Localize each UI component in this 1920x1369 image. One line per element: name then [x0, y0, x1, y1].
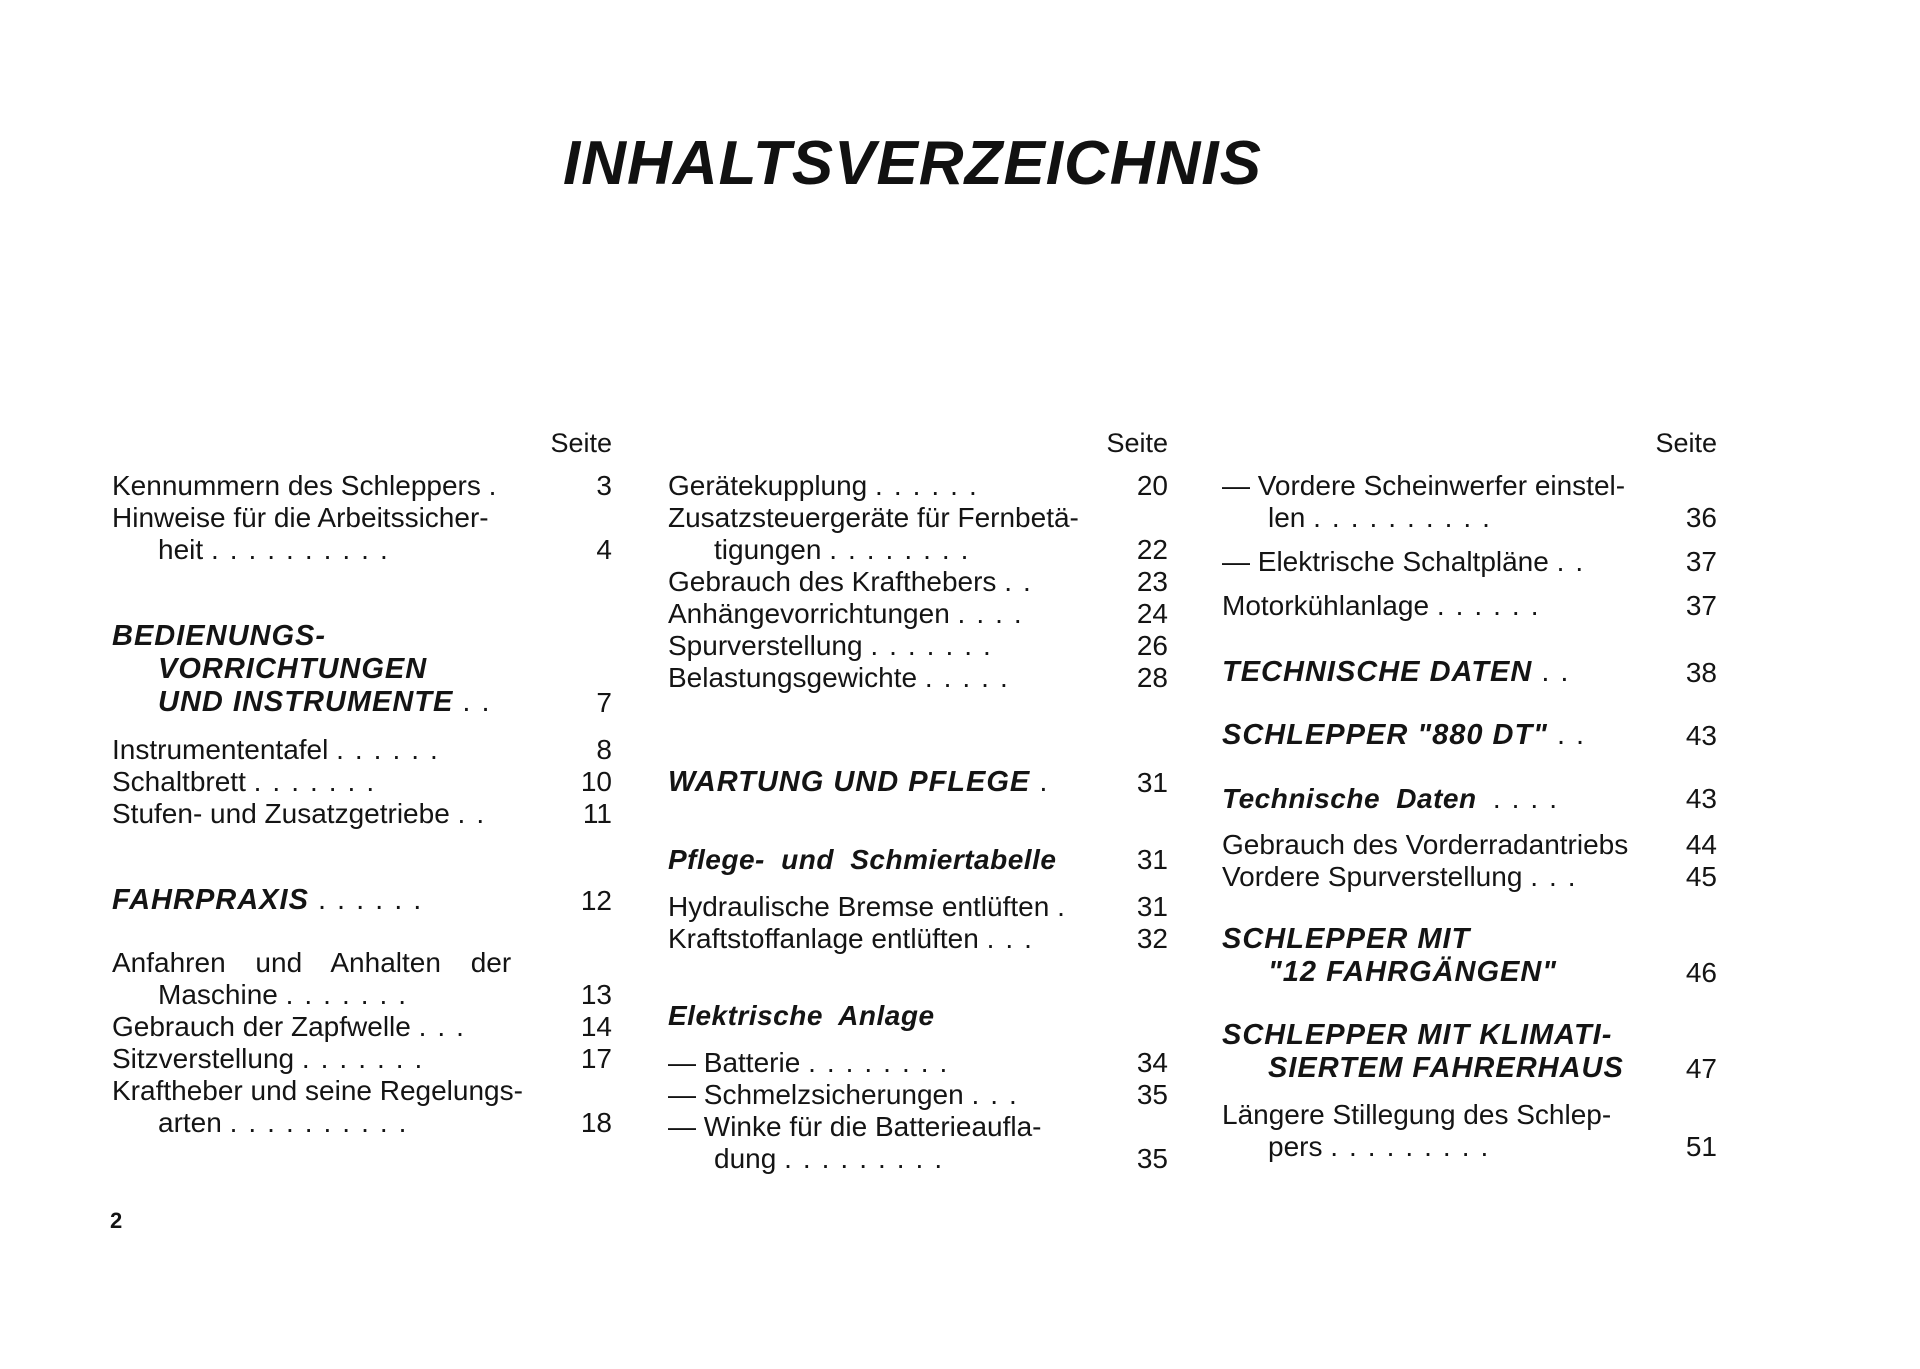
- entry-text: Spurverstellung: [668, 630, 863, 661]
- dot-leader: ..: [1004, 566, 1042, 597]
- seite-label: Seite: [550, 428, 612, 458]
- entry-text: Anhängevorrichtungen: [668, 598, 950, 629]
- entry-text: TECHNISCHE DATEN: [1222, 656, 1533, 688]
- entry-text: Belastungsgewichte: [668, 662, 918, 693]
- entry-text: Hydraulische Bremse entlüften: [668, 891, 1050, 922]
- toc-entry[interactable]: [668, 1047, 1168, 1079]
- page-ref: 36: [1685, 502, 1717, 533]
- toc-entry[interactable]: [112, 947, 612, 1011]
- dot-leader: ...: [1530, 861, 1587, 892]
- page-ref: 7: [596, 687, 612, 718]
- dot-leader: ......: [336, 734, 449, 765]
- page-ref: 38: [1685, 657, 1717, 688]
- page-ref: 3: [596, 470, 612, 501]
- dot-leader: .......: [301, 1043, 434, 1074]
- dot-leader: ..: [1556, 546, 1595, 577]
- toc-section-heading[interactable]: [1222, 656, 1717, 689]
- dot-leader: ......: [317, 884, 433, 916]
- toc-entry[interactable]: [1222, 470, 1717, 534]
- page-ref: 43: [1685, 720, 1717, 751]
- page-ref: 10: [580, 766, 612, 797]
- toc-entry[interactable]: [1222, 590, 1717, 622]
- dot-leader: .: [488, 470, 508, 501]
- entry-text: Längere Stillegung des Schlep-: [1222, 1099, 1612, 1130]
- dot-leader: .: [1057, 891, 1076, 922]
- page-ref: 26: [1136, 630, 1168, 661]
- dot-leader: .........: [784, 1143, 954, 1174]
- page-ref: 47: [1685, 1053, 1717, 1084]
- entry-text: — Winke für die Batterieaufla-: [668, 1111, 1042, 1142]
- seite-label: Seite: [1655, 428, 1717, 458]
- toc-section-heading[interactable]: [668, 766, 1168, 799]
- page-ref: 32: [1136, 923, 1168, 954]
- page-ref: 51: [1685, 1131, 1717, 1162]
- entry-text: Pflege- und Schmiertabelle: [668, 844, 1057, 875]
- page-ref: 43: [1685, 783, 1717, 814]
- toc-entry[interactable]: [668, 891, 1168, 923]
- entry-text: WARTUNG UND PFLEGE: [668, 766, 1031, 798]
- dot-leader: ........: [829, 534, 980, 565]
- page-number: 2: [110, 1208, 123, 1233]
- page-ref: 35: [1136, 1143, 1168, 1174]
- toc-entry[interactable]: [1222, 861, 1717, 893]
- page-ref: 37: [1685, 546, 1717, 577]
- entry-text: len: [1268, 502, 1306, 533]
- entry-text: Kennummern des Schleppers: [112, 470, 481, 501]
- entry-text: Kraftheber und seine Regelungs-: [112, 1075, 523, 1106]
- dot-leader: .........: [1330, 1131, 1500, 1162]
- toc-entry[interactable]: [668, 923, 1168, 955]
- dot-leader: .: [1039, 766, 1059, 798]
- page-ref: 12: [580, 885, 612, 916]
- toc-column-1: [112, 428, 612, 1139]
- entry-text: "12 FAHRGÄNGEN": [1268, 956, 1558, 988]
- toc-entry[interactable]: [112, 798, 612, 830]
- page-ref: 23: [1136, 566, 1168, 597]
- page-ref: 31: [1136, 891, 1168, 922]
- entry-text: FAHRPRAXIS: [112, 884, 309, 916]
- entry-text: Motorkühlanlage: [1222, 590, 1430, 621]
- page-ref: 14: [580, 1011, 612, 1042]
- entry-text: SCHLEPPER "880 DT": [1222, 719, 1548, 751]
- page-ref: 35: [1136, 1079, 1168, 1110]
- page-ref: 22: [1136, 534, 1168, 565]
- entry-text: VORRICHTUNGEN: [158, 653, 428, 685]
- page-ref: 18: [580, 1107, 612, 1138]
- toc-entry[interactable]: [668, 662, 1168, 694]
- entry-text: Kraftstoffanlage entlüften: [668, 923, 979, 954]
- dot-leader: .......: [870, 630, 1002, 661]
- toc-entry[interactable]: [668, 630, 1168, 662]
- entry-text: Maschine: [158, 979, 278, 1010]
- dot-leader: ...: [986, 923, 1043, 954]
- entry-text: Stufen- und Zusatzgetriebe: [112, 798, 450, 829]
- toc-subsection-heading[interactable]: [668, 843, 1168, 876]
- page-ref: 31: [1136, 767, 1168, 798]
- entry-text: Anfahren und Anhalten der: [112, 947, 512, 978]
- dot-leader: ..: [1556, 719, 1596, 751]
- dot-leader: ..........: [210, 534, 399, 565]
- toc-entry[interactable]: [1222, 829, 1717, 861]
- toc-entry[interactable]: [112, 1043, 612, 1075]
- toc-entry[interactable]: [112, 470, 612, 502]
- toc-section-heading[interactable]: [112, 620, 612, 719]
- entry-text: — Elektrische Schaltpläne: [1222, 546, 1549, 577]
- page-ref: 24: [1136, 598, 1168, 629]
- entry-text: Technische Daten: [1222, 783, 1477, 814]
- toc-entry[interactable]: [668, 470, 1168, 502]
- toc-entry[interactable]: [112, 502, 612, 566]
- page-title: INHALTSVERZEICHNIS: [563, 129, 1262, 198]
- toc-section-heading[interactable]: [112, 884, 612, 917]
- entry-text: Sitzverstellung: [112, 1043, 295, 1074]
- toc-column-2: [668, 428, 1168, 1175]
- toc-section-heading[interactable]: [1222, 923, 1717, 989]
- entry-text: Vordere Spurverstellung: [1222, 861, 1523, 892]
- page-ref: 17: [580, 1043, 612, 1074]
- entry-text: — Vordere Scheinwerfer einstel-: [1222, 470, 1626, 501]
- entry-text: Instrumententafel: [112, 734, 329, 765]
- entry-text: heit: [158, 534, 204, 565]
- entry-text: SIERTEM FAHRERHAUS: [1268, 1052, 1624, 1084]
- dot-leader: ..: [1541, 656, 1580, 688]
- toc-subsection-heading[interactable]: [1222, 782, 1717, 815]
- dot-leader: ........: [808, 1047, 959, 1078]
- entry-text: — Schmelzsicherungen: [668, 1079, 964, 1110]
- page-ref: 46: [1685, 957, 1717, 988]
- dot-leader: ...: [971, 1079, 1028, 1110]
- toc-section-heading[interactable]: [1222, 719, 1717, 752]
- toc-entry[interactable]: [112, 734, 612, 766]
- page-ref: 13: [580, 979, 612, 1010]
- toc-entry[interactable]: [668, 502, 1168, 566]
- entry-text: pers: [1268, 1131, 1323, 1162]
- entry-text: Zusatzsteuergeräte für Fernbetä-: [668, 502, 1079, 533]
- dot-leader: .......: [285, 979, 418, 1010]
- dot-leader: ....: [1492, 783, 1568, 814]
- toc-entry[interactable]: [668, 1111, 1168, 1175]
- dot-leader: ....: [957, 598, 1033, 629]
- entry-text: Gerätekupplung: [668, 470, 868, 501]
- page-ref: 4: [596, 534, 612, 565]
- entry-text: arten: [158, 1107, 222, 1138]
- page-ref: 11: [582, 798, 612, 829]
- toc-entry[interactable]: [1222, 546, 1717, 578]
- toc-entry[interactable]: [668, 566, 1168, 598]
- entry-text: tigungen: [714, 534, 822, 565]
- dot-leader: ..........: [1313, 502, 1501, 533]
- page-ref: 8: [596, 734, 612, 765]
- entry-text: SCHLEPPER MIT KLIMATI-: [1222, 1019, 1613, 1051]
- dot-leader: ..........: [229, 1107, 418, 1138]
- page-ref: 44: [1685, 829, 1717, 860]
- dot-leader: ......: [1436, 590, 1550, 621]
- toc-entry[interactable]: [112, 766, 612, 798]
- page-ref: 45: [1685, 861, 1717, 892]
- entry-text: Gebrauch des Vorderradantriebs: [1222, 829, 1629, 860]
- toc-column-3: [1222, 428, 1717, 1163]
- toc-section-heading[interactable]: [1222, 1019, 1717, 1085]
- toc-entry[interactable]: [112, 1075, 612, 1139]
- page-ref: 28: [1136, 662, 1168, 693]
- entry-text: Gebrauch der Zapfwelle: [112, 1011, 411, 1042]
- page-ref: 34: [1136, 1047, 1168, 1078]
- entry-text: Hinweise für die Arbeitssicher-: [112, 502, 489, 533]
- page-ref: 20: [1136, 470, 1168, 501]
- dot-leader: ..: [462, 686, 501, 718]
- entry-text: Schaltbrett: [112, 766, 246, 797]
- entry-text: BEDIENUNGS-: [112, 620, 327, 652]
- entry-text: Gebrauch des Krafthebers: [668, 566, 997, 597]
- entry-text: UND INSTRUMENTE: [158, 686, 454, 718]
- toc-entry[interactable]: [1222, 1099, 1717, 1163]
- entry-text: Elektrische Anlage: [668, 1000, 935, 1031]
- seite-label: Seite: [1106, 428, 1168, 458]
- dot-leader: .....: [924, 662, 1019, 693]
- toc-entry[interactable]: [668, 1079, 1168, 1111]
- toc-entry[interactable]: [668, 598, 1168, 630]
- page-ref: 31: [1136, 844, 1168, 875]
- page-ref: 37: [1685, 590, 1717, 621]
- entry-text: — Batterie: [668, 1047, 801, 1078]
- dot-leader: .......: [253, 766, 386, 797]
- toc-entry[interactable]: [112, 1011, 612, 1043]
- dot-leader: ..: [457, 798, 496, 829]
- dot-leader: ...: [418, 1011, 475, 1042]
- entry-text: dung: [714, 1143, 777, 1174]
- entry-text: SCHLEPPER MIT: [1222, 923, 1471, 955]
- dot-leader: ......: [875, 470, 988, 501]
- toc-subsection-heading[interactable]: [668, 999, 1168, 1032]
